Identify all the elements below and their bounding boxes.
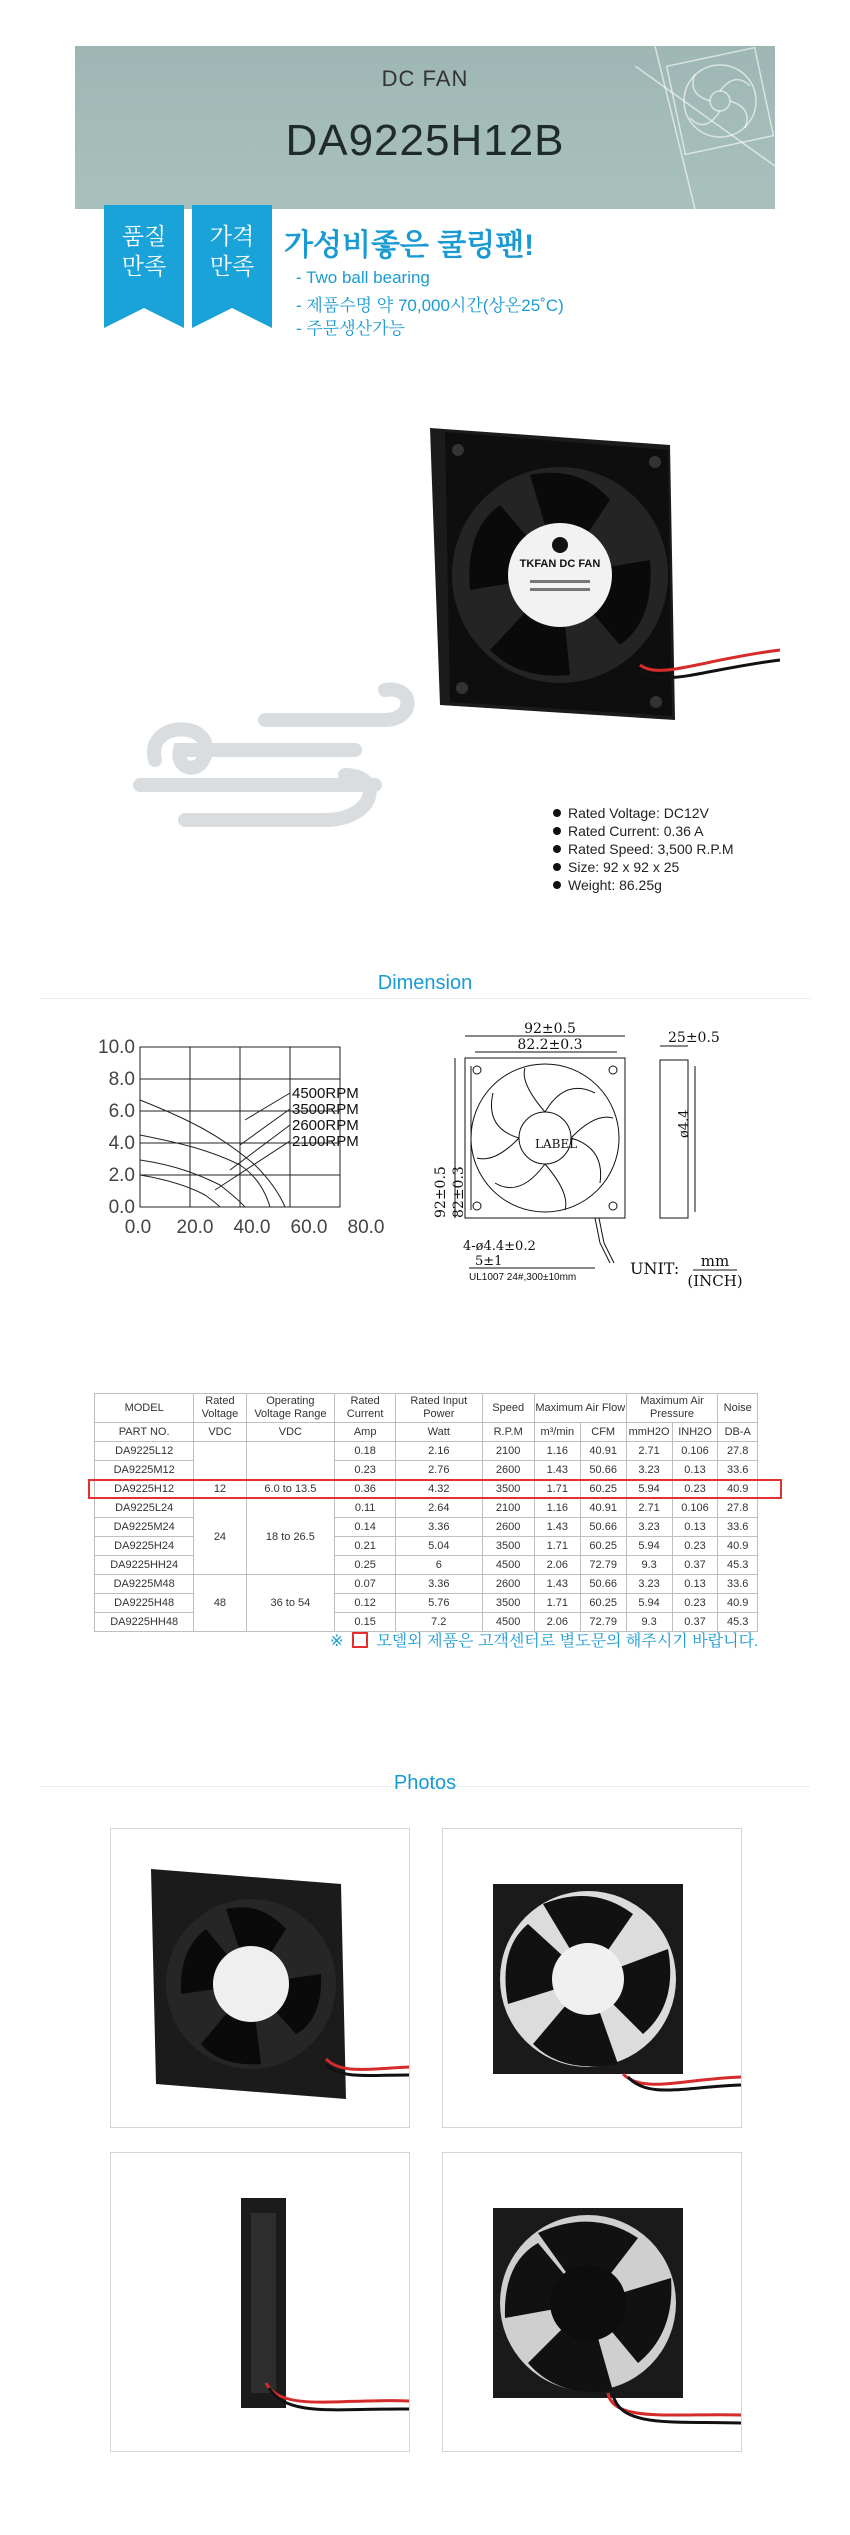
y-tick: 4.0 [108, 1133, 135, 1154]
photo-fan-back [442, 2152, 742, 2452]
photo-fan-angled [110, 1828, 410, 2128]
cell: DA9225M12 [95, 1461, 194, 1480]
spec-item: Rated Voltage: DC12V [553, 805, 709, 821]
cell: 2.16 [396, 1442, 482, 1461]
header-banner [75, 46, 775, 209]
badge-line: 가격 [209, 223, 255, 249]
cell: 3.23 [626, 1461, 672, 1480]
x-tick: 20.0 [176, 1217, 214, 1238]
cell: 2.76 [396, 1461, 482, 1480]
cell: 1.16 [534, 1442, 580, 1461]
th-operating-voltage: Operating Voltage Range [246, 1394, 335, 1423]
cell: 60.25 [580, 1594, 626, 1613]
cell: 2.64 [396, 1499, 482, 1518]
cell: 40.9 [718, 1594, 758, 1613]
sub-amp: Amp [335, 1423, 396, 1442]
cell: 0.13 [672, 1461, 718, 1480]
cell: 6 [396, 1556, 482, 1575]
cell: 6.0 to 13.5 [246, 1480, 335, 1499]
cell: 3.36 [396, 1518, 482, 1537]
th-rated-voltage: Rated Voltage [194, 1394, 246, 1423]
x-tick: 80.0 [347, 1217, 385, 1238]
photos-section-title: Photos [393, 1772, 457, 1794]
quality-badge [104, 205, 184, 328]
cell: 48 [194, 1575, 246, 1632]
sub-part-no: PART NO. [95, 1423, 194, 1442]
th-model: MODEL [95, 1394, 194, 1423]
sub-vdc: VDC [194, 1423, 246, 1442]
cell: 0.23 [335, 1461, 396, 1480]
cell: 9.3 [626, 1556, 672, 1575]
cell: 40.9 [718, 1537, 758, 1556]
cell: 0.11 [335, 1499, 396, 1518]
cell: DA9225HH48 [95, 1613, 194, 1632]
cell: 33.6 [718, 1518, 758, 1537]
sub-mmh2o: mmH2O [626, 1423, 672, 1442]
fan-product-image [410, 420, 790, 740]
cell: DA9225H48 [95, 1594, 194, 1613]
table-row [95, 1442, 758, 1461]
headline: 가성비좋은 쿨링팬! [284, 229, 535, 262]
cell: 72.79 [580, 1556, 626, 1575]
cell: 40.9 [718, 1480, 758, 1499]
y-tick: 8.0 [108, 1069, 135, 1090]
cell: 72.79 [580, 1613, 626, 1632]
feature-item: - 주문생산가능 [296, 319, 405, 338]
dim-width: 92±0.5 [524, 1021, 576, 1037]
cell: 1.71 [534, 1480, 580, 1499]
model-spec-table [94, 1393, 758, 1632]
sub-m3min: m³/min [534, 1423, 580, 1442]
unit-inch: (INCH) [687, 1272, 743, 1290]
cell: 45.3 [718, 1613, 758, 1632]
x-tick: 40.0 [233, 1217, 271, 1238]
cell: 27.8 [718, 1442, 758, 1461]
cell: DA9225L12 [95, 1442, 194, 1461]
photo-fan-side [110, 2152, 410, 2452]
cell: 0.23 [672, 1537, 718, 1556]
cell: 2600 [482, 1461, 534, 1480]
highlight-box [88, 1479, 782, 1499]
cell: 0.13 [672, 1575, 718, 1594]
dim-height: 92±0.5 [433, 1166, 449, 1218]
sub-cfm: CFM [580, 1423, 626, 1442]
spec-item: Rated Current: 0.36 A [553, 823, 703, 839]
cell: 0.13 [672, 1518, 718, 1537]
cell: 33.6 [718, 1461, 758, 1480]
th-input-power: Rated Input Power [396, 1394, 482, 1423]
cell: 9.3 [626, 1613, 672, 1632]
cell: 24 [194, 1499, 246, 1575]
cell: 5.94 [626, 1480, 672, 1499]
cell: 50.66 [580, 1518, 626, 1537]
cell: 4500 [482, 1613, 534, 1632]
cell: 0.37 [672, 1613, 718, 1632]
cell: 2100 [482, 1442, 534, 1461]
th-air-pressure: Maximum Air Pressure [626, 1394, 718, 1423]
spec-item: Size: 92 x 92 x 25 [553, 859, 679, 875]
cell: 3.23 [626, 1575, 672, 1594]
cell: 5.76 [396, 1594, 482, 1613]
th-noise: Noise [718, 1394, 758, 1423]
highlight-legend-box [352, 1632, 368, 1648]
y-tick: 6.0 [108, 1101, 135, 1122]
cell: 2600 [482, 1575, 534, 1594]
cell: 1.16 [534, 1499, 580, 1518]
cell: 0.18 [335, 1442, 396, 1461]
price-badge [192, 205, 272, 328]
th-rated-current: Rated Current [335, 1394, 396, 1423]
legend-label: 2600RPM [292, 1117, 359, 1134]
cell: 50.66 [580, 1575, 626, 1594]
cell: 2100 [482, 1499, 534, 1518]
cell: 4500 [482, 1556, 534, 1575]
cell: 0.21 [335, 1537, 396, 1556]
dim-height-inner: 82±0.3 [451, 1166, 467, 1218]
cell: 60.25 [580, 1537, 626, 1556]
cell: 1.43 [534, 1461, 580, 1480]
cell: 5.94 [626, 1594, 672, 1613]
cell: 0.36 [335, 1480, 396, 1499]
cell: 2.06 [534, 1613, 580, 1632]
sub-dba: DB-A [718, 1423, 758, 1442]
cell: 27.8 [718, 1499, 758, 1518]
sub-inh2o: INH2O [672, 1423, 718, 1442]
cell: 50.66 [580, 1461, 626, 1480]
y-tick: 2.0 [108, 1165, 135, 1186]
cell: 2.71 [626, 1442, 672, 1461]
cell: 0.106 [672, 1442, 718, 1461]
divider [40, 998, 810, 999]
cell: 0.25 [335, 1556, 396, 1575]
cell: 18 to 26.5 [246, 1499, 335, 1575]
cell: 36 to 54 [246, 1575, 335, 1632]
legend-label: 4500RPM [292, 1085, 359, 1102]
dim-hole: 4-ø4.4±0.2 [463, 1239, 536, 1254]
cell: 0.106 [672, 1499, 718, 1518]
badge-line: 만족 [121, 253, 167, 279]
y-tick: 10.0 [98, 1037, 135, 1058]
sub-vdc-range: VDC [246, 1423, 335, 1442]
dim-pin: 5±1 [475, 1254, 503, 1269]
cell: 1.43 [534, 1518, 580, 1537]
note-mark: ※ [330, 1633, 344, 1650]
cell: 3500 [482, 1480, 534, 1499]
cell: 0.23 [672, 1594, 718, 1613]
table-row [95, 1575, 758, 1594]
cell: DA9225L24 [95, 1499, 194, 1518]
order-note [330, 1628, 758, 1651]
product-model-title: DA9225H12B [285, 116, 565, 165]
spec-item: Weight: 86.25g [553, 877, 662, 893]
cell: DA9225H24 [95, 1537, 194, 1556]
photo-fan-front [442, 1828, 742, 2128]
unit-label: UNIT: [630, 1259, 680, 1278]
dimension-section-title: Dimension [377, 972, 473, 994]
cell: 2.71 [626, 1499, 672, 1518]
cell [246, 1442, 335, 1480]
fan-label-text: TKFAN DC FAN [519, 558, 601, 570]
sub-rpm: R.P.M [482, 1423, 534, 1442]
cell: 0.15 [335, 1613, 396, 1632]
label-text: LABEL [535, 1137, 578, 1151]
cell: DA9225H12 [95, 1480, 194, 1499]
th-speed: Speed [482, 1394, 534, 1423]
cell: DA9225HH24 [95, 1556, 194, 1575]
legend-label: 3500RPM [292, 1101, 359, 1118]
cell: 40.91 [580, 1499, 626, 1518]
cell: 5.94 [626, 1537, 672, 1556]
dim-width-inner: 82.2±0.3 [517, 1037, 583, 1053]
legend-label: 2100RPM [292, 1133, 359, 1150]
cable-spec: UL1007 24#,300±10mm [469, 1272, 577, 1283]
cell: 1.71 [534, 1537, 580, 1556]
note-text: 모델외 제품은 고객센터로 별도문의 해주시기 바랍니다. [376, 1633, 759, 1650]
product-category: DC FAN [381, 66, 469, 91]
sub-watt: Watt [396, 1423, 482, 1442]
unit-mm: mm [700, 1252, 730, 1270]
y-tick: 0.0 [108, 1197, 135, 1218]
table-row [95, 1499, 758, 1518]
cell: 33.6 [718, 1575, 758, 1594]
feature-item: - 제품수명 약 70,000시간(상온25˚C) [296, 296, 564, 315]
cell: 3.23 [626, 1518, 672, 1537]
cell: 4.32 [396, 1480, 482, 1499]
cell: 5.04 [396, 1537, 482, 1556]
cell: 3.36 [396, 1575, 482, 1594]
cell: 12 [194, 1480, 246, 1499]
dim-depth: 25±0.5 [668, 1030, 720, 1046]
spec-item: Rated Speed: 3,500 R.P.M [553, 841, 734, 857]
dim-side: ø4.4 [677, 1109, 692, 1138]
cell: 3500 [482, 1537, 534, 1556]
x-tick: 60.0 [290, 1217, 328, 1238]
cell: 45.3 [718, 1556, 758, 1575]
cell: 0.37 [672, 1556, 718, 1575]
cell: 3500 [482, 1594, 534, 1613]
th-air-flow: Maximum Air Flow [534, 1394, 626, 1423]
dimension-drawing [425, 1018, 765, 1313]
cell: 2600 [482, 1518, 534, 1537]
cell: 1.71 [534, 1594, 580, 1613]
badge-line: 품질 [121, 223, 167, 249]
x-tick: 0.0 [124, 1217, 152, 1238]
cell: 0.23 [672, 1480, 718, 1499]
cell: 1.43 [534, 1575, 580, 1594]
wind-swirl-graphic [125, 680, 425, 830]
badge-line: 만족 [209, 253, 255, 279]
cell: 7.2 [396, 1613, 482, 1632]
cell [194, 1442, 246, 1480]
cell: 0.12 [335, 1594, 396, 1613]
cell: 0.07 [335, 1575, 396, 1594]
performance-graph [80, 1025, 400, 1245]
cell: 60.25 [580, 1480, 626, 1499]
cell: DA9225M48 [95, 1575, 194, 1594]
cell: 40.91 [580, 1442, 626, 1461]
cell: DA9225M24 [95, 1518, 194, 1537]
cell: 0.14 [335, 1518, 396, 1537]
cell: 2.06 [534, 1556, 580, 1575]
feature-item: - Two ball bearing [296, 268, 430, 287]
